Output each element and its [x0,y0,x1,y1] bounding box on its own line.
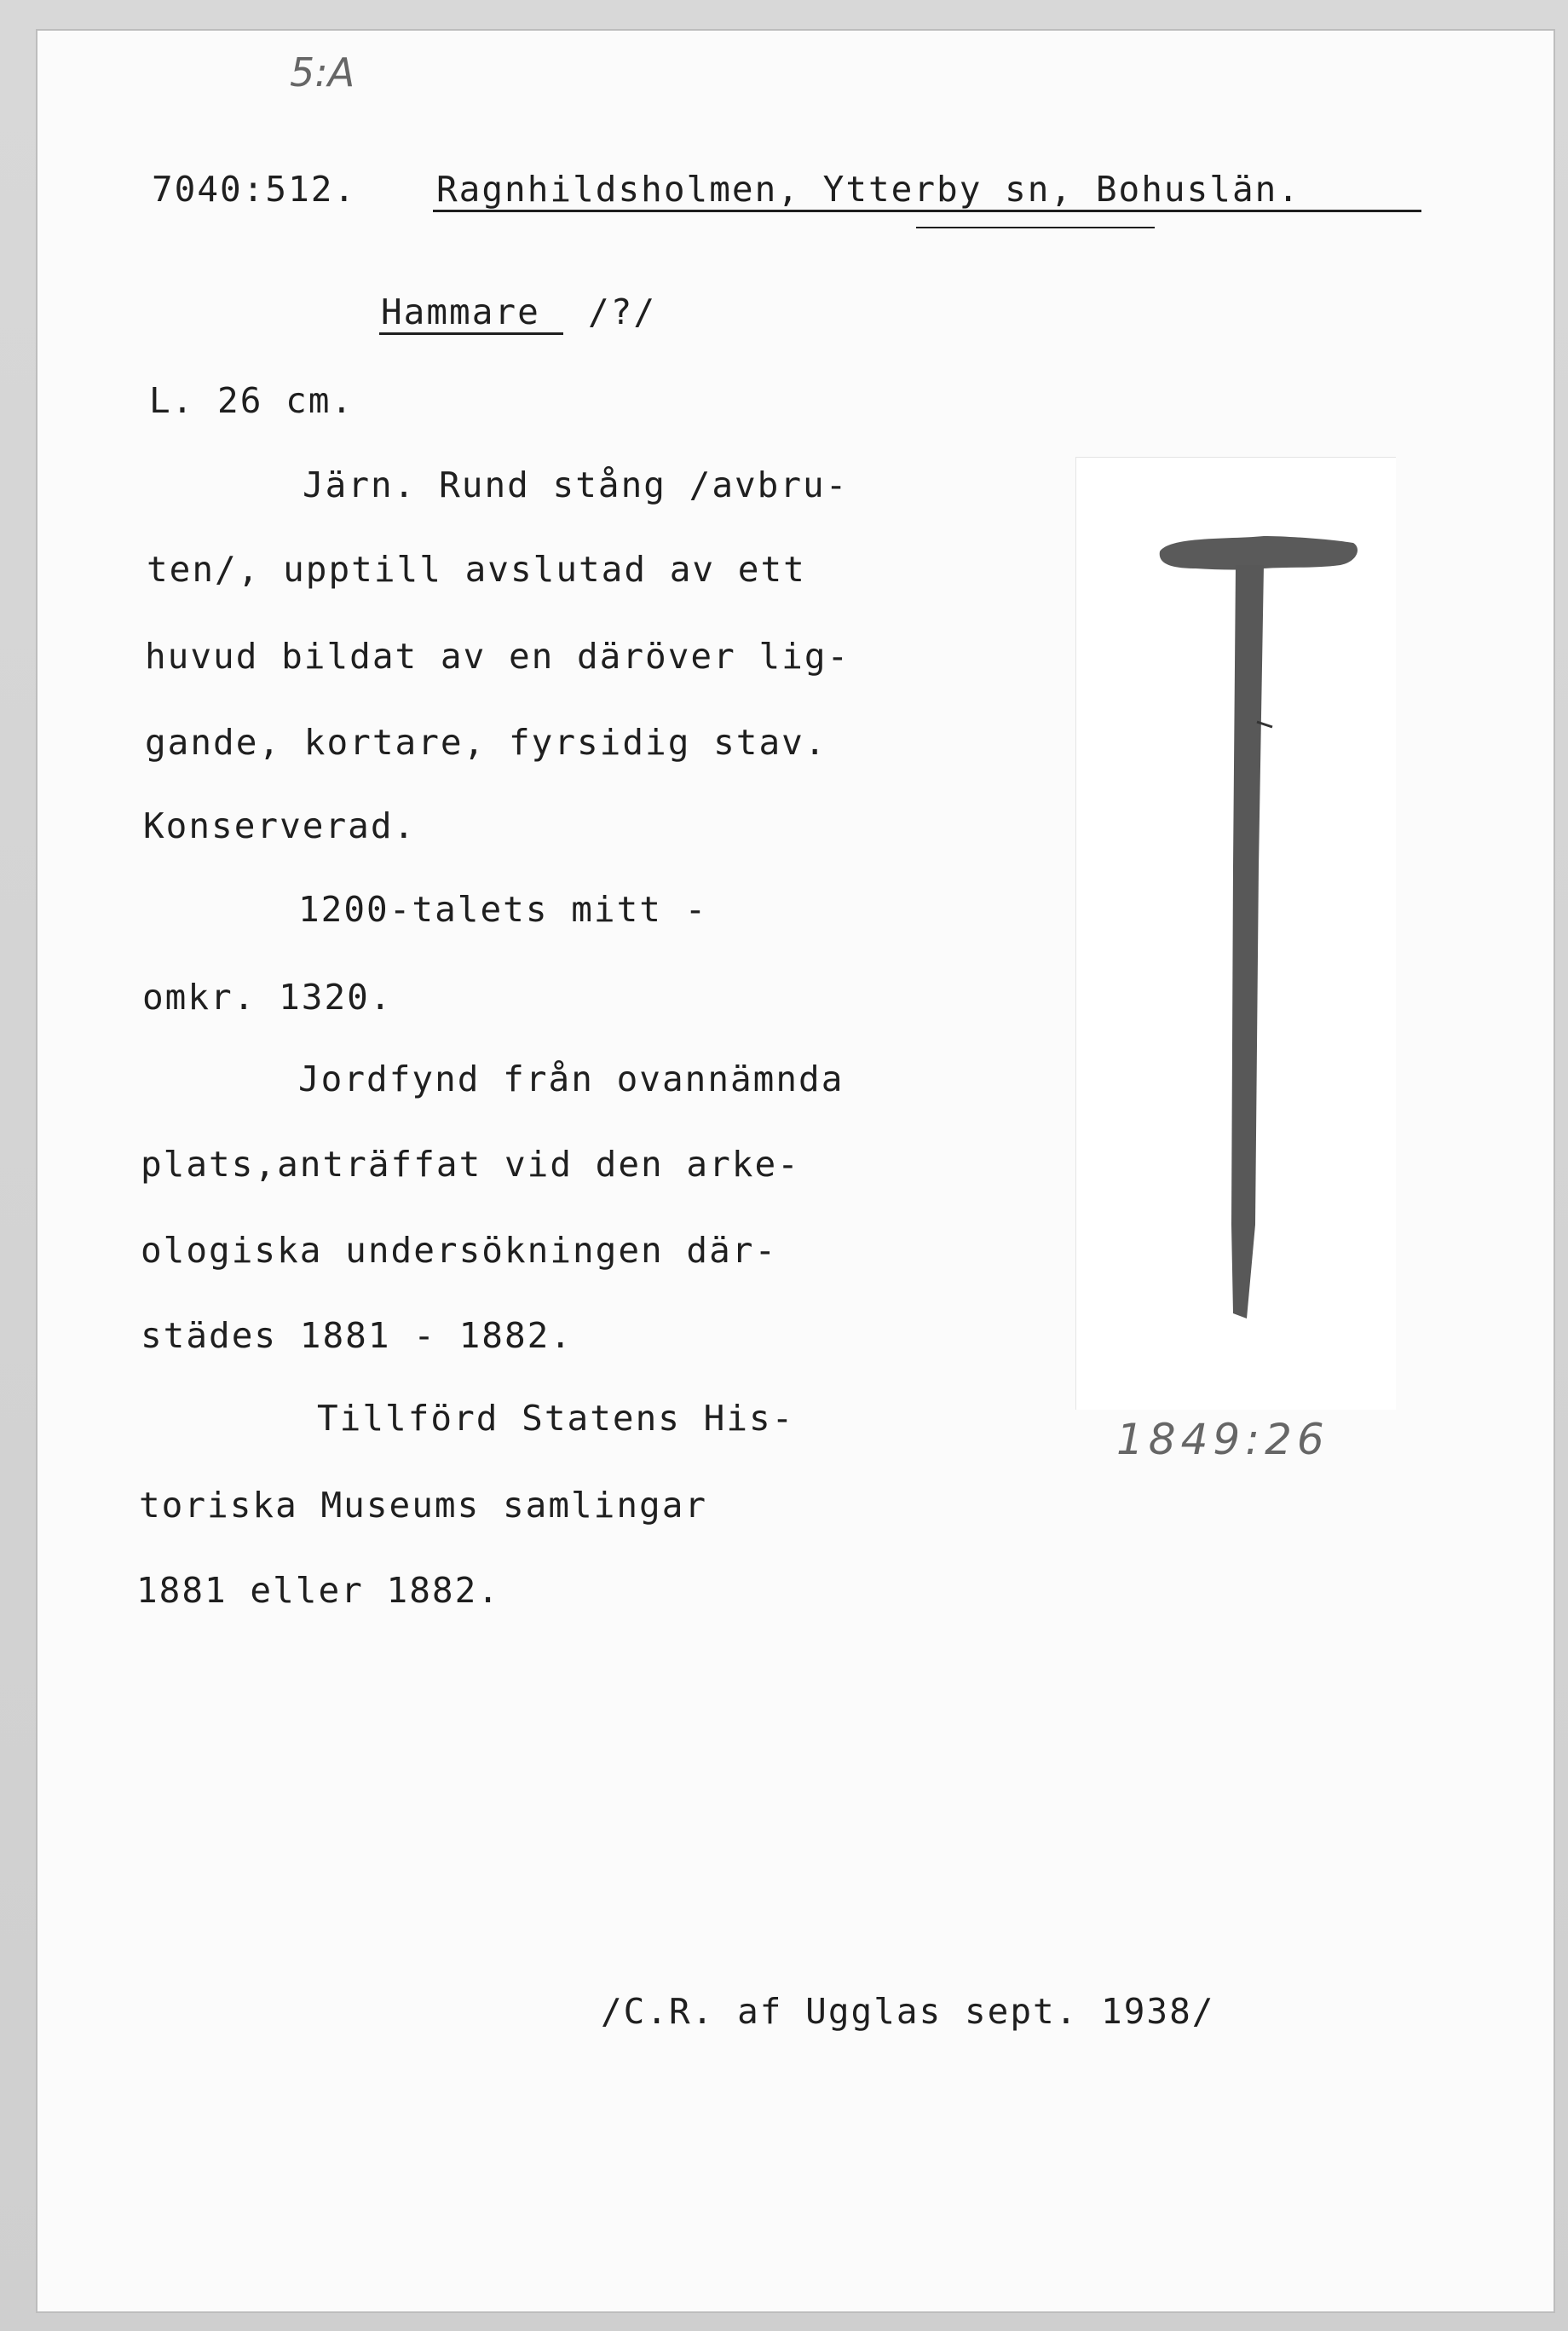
find-line-2: plats,anträffat vid den arke- [141,1144,800,1185]
hammer-head [1160,536,1358,570]
description-line-4: gande, kortare, fyrsidig stav. [145,722,827,763]
object-qualifier: /?/ [588,291,657,332]
catalog-number: 7040:512. [152,169,357,210]
description-line-3: huvud bildat av en däröver lig- [145,636,850,677]
acquisition-line-3: 1881 eller 1882. [136,1570,500,1611]
signature: /C.R. af Ugglas sept. 1938/ [601,1991,1215,2032]
hammer-image [1076,458,1396,1410]
dimension: L. 26 cm. [149,380,355,421]
description-line-5: Konserverad. [143,805,417,846]
location-underline [433,210,1421,212]
acquisition-line-2: toriska Museums samlingar [139,1485,708,1526]
parish-underline [916,227,1155,228]
object-name-underline [379,332,563,335]
find-line-4: städes 1881 - 1882. [141,1315,573,1356]
description-line-2: ten/, upptill avslutad av ett [147,549,806,590]
description-line-1: Järn. Rund stång /avbru- [303,464,849,505]
photo-number: 1849:26 [1116,1415,1329,1464]
acquisition-line-1: Tillförd Statens His- [317,1398,795,1439]
find-line-3: ologiska undersökningen där- [141,1230,778,1271]
object-name: Hammare [381,291,540,332]
location: Ragnhildsholmen, Ytterby sn, Bohuslän. [436,169,1300,210]
artifact-photo [1075,457,1396,1410]
corner-mark: 5:A [290,49,355,95]
dating-line-1: 1200-talets mitt - [298,889,708,930]
dating-line-2: omkr. 1320. [142,977,393,1018]
find-line-1: Jordfynd från ovannämnda [298,1059,845,1099]
